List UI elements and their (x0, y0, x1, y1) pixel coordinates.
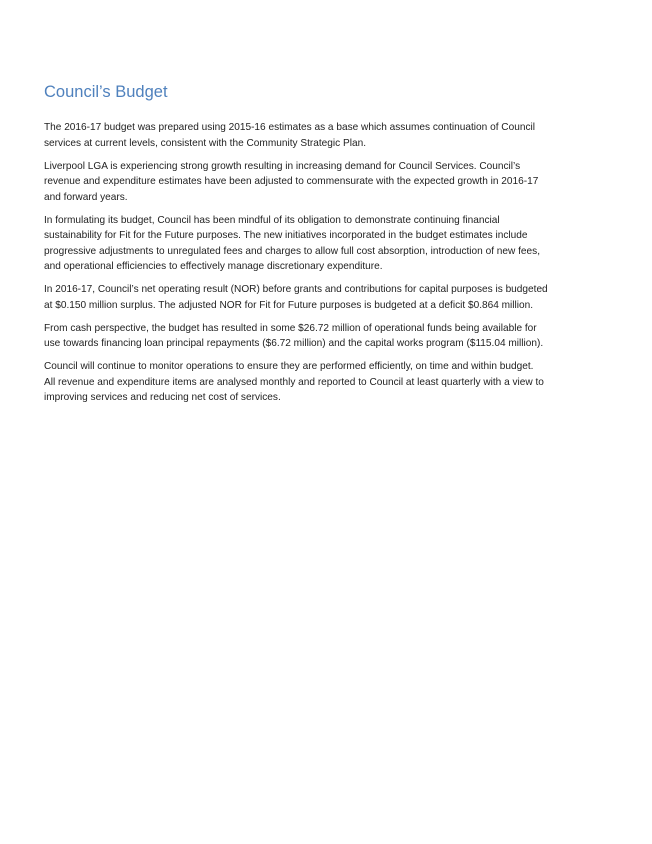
paragraph-monitoring: Council will continue to monitor operations to ensure they are performed efficiently, on time and within budget. All revenue and expenditure items are analysed monthly and reported to Council at least quarterly with a view to improving services and reducing net cost of services. (44, 361, 544, 403)
document-page (44, 82, 610, 413)
paragraph-growth: Liverpool LGA is experiencing strong growth resulting in increasing demand for Council Services. Council’s revenue and expenditure estimates have been adjusted to commensurate with the expected growth in 2016-17 and forward years. (44, 160, 539, 203)
paragraph-sustainability: In formulating its budget, Council has been mindful of its obligation to demonstrate continuing financial sustainability for Fit for the Future purposes. The new initiatives incorporated in the budget estimates include progressive adjustments to unregulated fees and charges to allow full cost absorption, introduction of new fees, and operational efficiencies to effectively manage discretionary expenditure. (44, 214, 541, 272)
paragraph-operating-result: In 2016-17, Council’s net operating result (NOR) before grants and contributions for capital purposes is budgeted at $0.150 million surplus. The adjusted NOR for Fit for Future purposes is budgeted at a deficit $0.864 million. (44, 284, 548, 311)
section-heading: Council’s Budget (44, 83, 168, 101)
paragraph-budget-basis: The 2016-17 budget was prepared using 2015-16 estimates as a base which assumes continuation of Council services at current levels, consistent with the Community Strategic Plan. (44, 122, 535, 149)
paragraph-cash-perspective: From cash perspective, the budget has resulted in some $26.72 million of operational funds being available for use towards financing loan principal repayments ($6.72 million) and the capital works program ($115.04 million). (44, 322, 544, 349)
